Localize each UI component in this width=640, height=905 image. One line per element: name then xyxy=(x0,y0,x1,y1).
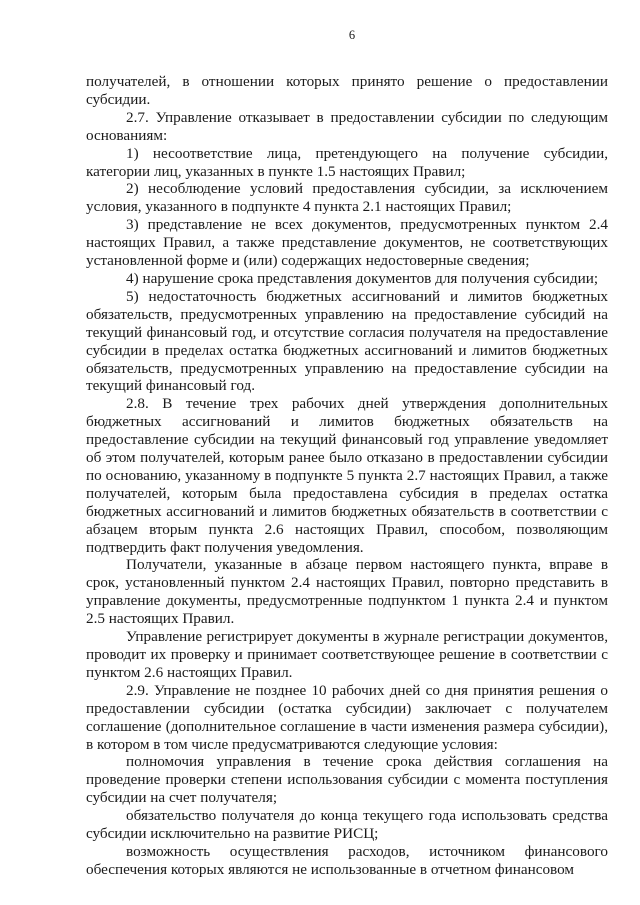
paragraph-2-7: 2.7. Управление отказывает в предоставлении субсидии по следующим основаниям: xyxy=(86,108,608,144)
condition-powers: полномочия управления в течение срока действия соглашения на проведение проверки степени использования субсидии с момента поступления субсидии на счет получателя; xyxy=(86,753,608,807)
list-item-3: 3) представление не всех документов, предусмотренных пунктом 2.4 настоящих Правил, а также представление документов, не соответствующих установленной форме и (или) содержащих недостоверные сведения; xyxy=(86,216,608,270)
list-item-1: 1) несоответствие лица, претендующего на получение субсидии, категории лиц, указанных в пункте 1.5 настоящих Правил; xyxy=(86,144,608,180)
document-body xyxy=(86,73,608,879)
condition-obligation: обязательство получателя до конца текущего года использовать средства субсидии исключительно на развитие РИСЦ; xyxy=(86,807,608,843)
list-item-5: 5) недостаточность бюджетных ассигнований и лимитов бюджетных обязательств, предусмотренных управлению на предоставление субсидий на текущий финансовый год, и отсутствие согласия получателя на предоставление субсидии в пределах остатка бюджетных ассигнований и лимитов бюджетных обязательств, предусмотренных управлению на предоставление субсидии на текущий финансовый год. xyxy=(86,287,608,395)
paragraph-recipients: Получатели, указанные в абзаце первом настоящего пункта, вправе в срок, установленный пунктом 2.4 настоящих Правил, повторно представить в управление документы, предусмотренные подпунктом 1 пункта 2.4 и пунктом 2.5 настоящих Правил. xyxy=(86,556,608,628)
list-item-2: 2) несоблюдение условий предоставления субсидии, за исключением условия, указанного в подпункте 4 пункта 2.1 настоящих Правил; xyxy=(86,180,608,216)
paragraph-continuation: получателей, в отношении которых принято решение о предоставлении субсидии. xyxy=(86,73,608,108)
list-item-4: 4) нарушение срока представления документов для получения субсидии; xyxy=(126,269,599,287)
paragraph-2-8: 2.8. В течение трех рабочих дней утверждения дополнительных бюджетных ассигнований и лимитов бюджетных обязательств на предоставление субсидии на текущий финансовый год управление уведомляет об этом получателей, которым ранее было отказано в предоставлении субсидии по основанию, указанному в подпункте 5 пункта 2.7 настоящих Правил, а также получателей, которым была предоставлена субсидия в пределах остатка бюджетных ассигнований и лимитов бюджетных обязательств в соответствии с абзацем вторым пункта 2.6 настоящих Правил, способом, позволяющим подтвердить факт получения уведомления. xyxy=(86,395,608,556)
paragraph-registration: Управление регистрирует документы в журнале регистрации документов, проводит их проверку и принимает соответствующее решение в соответствии с пунктом 2.6 настоящих Правил. xyxy=(86,628,608,681)
paragraph-2-9: 2.9. Управление не позднее 10 рабочих дней со дня принятия решения о предоставлении субсидии (остатка субсидии) заключает с получателем соглашение (дополнительное соглашение в части изменения размера субсидии), в котором в том числе предусматриваются следующие условия: xyxy=(86,681,608,753)
condition-possibility: возможность осуществления расходов, источником финансового обеспечения которых являются не использованные в отчетном финансовом xyxy=(86,842,608,878)
page-number: 6 xyxy=(348,28,356,42)
